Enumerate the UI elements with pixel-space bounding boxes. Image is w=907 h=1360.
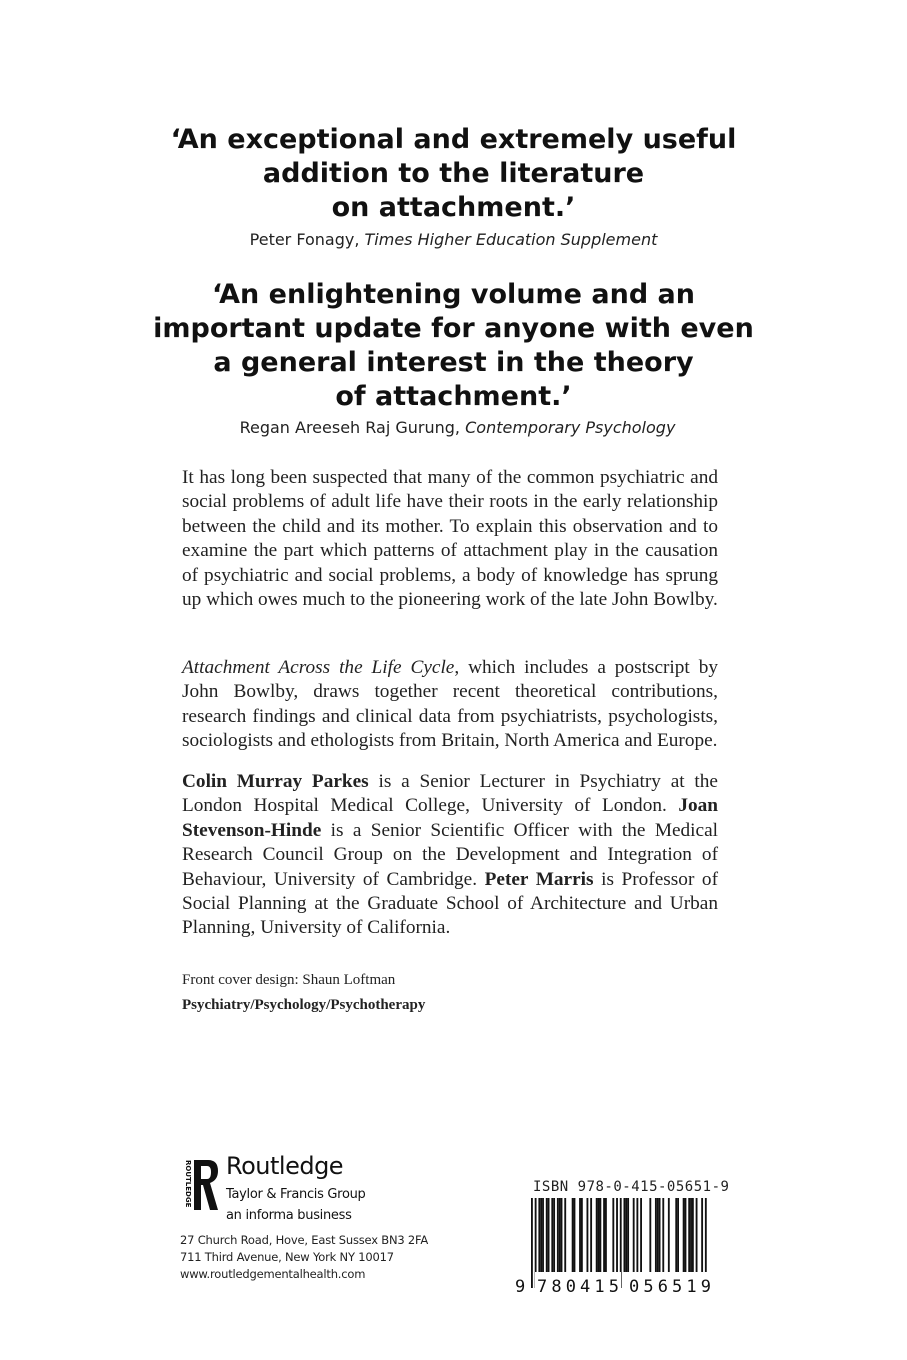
author-1-bio: is a Senior Lecturer in Psychiatry at the London Hospital Medical College, University of London. — [182, 771, 718, 817]
barcode-bar — [579, 1198, 581, 1272]
barcode-bar — [546, 1198, 548, 1272]
quote-2-source: Contemporary Psychology — [465, 418, 676, 437]
barcode-bar — [542, 1198, 544, 1272]
author-2-name: Joan Stevenson-Hinde — [182, 795, 718, 841]
barcode-bar — [675, 1198, 677, 1272]
barcode-bar — [683, 1198, 685, 1272]
quote-1-line-1: ‘An exceptional and extremely useful — [170, 124, 737, 155]
address-uk: 27 Church Road, Hove, East Sussex BN3 2FA — [180, 1233, 429, 1247]
barcode-bar — [685, 1198, 687, 1272]
barcode-bar — [551, 1198, 553, 1272]
author-3-name: Peter Marris — [484, 868, 594, 890]
barcode-bar — [633, 1198, 635, 1272]
quote-1-attribution — [0, 230, 907, 249]
barcode-bar — [627, 1198, 629, 1272]
author-1-name: Colin Murray Parkes — [182, 771, 369, 792]
author-2-bio: is a Senior Scientific Officer with the Medical Research Council Group on the Development and Integration of Behaviour, University of Cambridge. — [182, 819, 718, 890]
quote-2-line-1: ‘An enlightening volume and an — [212, 279, 695, 310]
cover-design-credit: Front cover design: Shaun Loftman — [182, 972, 396, 988]
quote-2-line-4: of attachment.’ — [335, 381, 572, 412]
barcode-bar — [564, 1198, 566, 1272]
routledge-logo-icon — [180, 1158, 222, 1216]
description-paragraph-2-text: , which includes a postscript by John Bowlby, draws together recent theoretical contributions, research findings and clinical data from psychiatrists, psychologists, sociologists and ethologists from Britain, North America and Europe. — [182, 657, 718, 752]
quote-1 — [0, 123, 907, 225]
quote-1-line-3: on attachment.’ — [331, 192, 576, 223]
barcode-bar — [561, 1198, 563, 1272]
barcode-right-digits: 056519 — [629, 1277, 711, 1297]
quote-2-author: Regan Areeseh Raj Gurung, — [239, 418, 461, 437]
barcode-bar — [612, 1198, 614, 1272]
barcode-bar — [603, 1198, 605, 1272]
barcode-bar — [598, 1198, 600, 1272]
barcode-bar — [625, 1198, 627, 1272]
barcode-first-digit: 9 — [515, 1277, 526, 1297]
barcode-bar — [548, 1198, 550, 1272]
barcode-bar — [636, 1198, 638, 1272]
barcode-bar — [659, 1198, 661, 1272]
barcode — [513, 1198, 725, 1298]
quote-2-line-2: important update for anyone with even — [153, 313, 754, 344]
barcode-bar — [574, 1198, 576, 1272]
barcode-bar — [649, 1198, 651, 1272]
publisher-name: Routledge — [226, 1152, 344, 1180]
barcode-bar — [668, 1198, 670, 1272]
barcode-bar — [587, 1198, 589, 1272]
quote-1-source: Times Higher Education Supplement — [364, 230, 658, 249]
publisher-tagline: an informa business — [226, 1208, 352, 1223]
isbn-label: ISBN 978-0-415-05651-9 — [533, 1179, 730, 1195]
barcode-bar — [690, 1198, 692, 1272]
author-3-bio: is Professor of Social Planning at the Graduate School of Architecture and Urban Planning, University of California. — [182, 868, 718, 939]
barcode-bar — [657, 1198, 659, 1272]
barcode-bar — [531, 1198, 533, 1288]
barcode-bar — [662, 1198, 664, 1272]
description-paragraph-2 — [182, 656, 718, 754]
publisher-website: www.routledgementalhealth.com — [180, 1267, 366, 1281]
subject-category: Psychiatry/Psychology/Psychotherapy — [182, 997, 426, 1013]
barcode-bar — [590, 1198, 592, 1272]
book-title: Attachment Across the Life Cycle — [182, 657, 455, 678]
description-paragraph-1: It has long been suspected that many of the common psychiatric and social problems of adult life have their roots in the early relationship between the child and its mother. To explain this observation and to examine the part which patterns of attachment play in the causation of psychiatric and social problems, a body of knowledge has sprung up which owes much to the pioneering work of the late John Bowlby. — [182, 467, 718, 611]
quote-2 — [0, 278, 907, 414]
quote-2-attribution — [0, 418, 907, 437]
address-us: 711 Third Avenue, New York NY 10017 — [180, 1250, 394, 1264]
barcode-bar — [599, 1198, 601, 1272]
barcode-bar — [540, 1198, 542, 1272]
barcode-bar — [655, 1198, 657, 1272]
barcode-bar — [538, 1198, 540, 1272]
barcode-bar — [696, 1198, 698, 1272]
author-bios — [182, 770, 718, 941]
barcode-bar — [581, 1198, 583, 1272]
barcode-bar — [559, 1198, 561, 1272]
barcode-bar — [596, 1198, 598, 1272]
quote-1-line-2: addition to the literature — [262, 158, 645, 189]
barcode-bar — [624, 1198, 626, 1272]
barcode-bar — [692, 1198, 694, 1272]
barcode-bar — [605, 1198, 607, 1272]
barcode-bar — [688, 1198, 690, 1272]
barcode-bar — [677, 1198, 679, 1272]
routledge-logo-vertical-text: ROUTLEDGE — [184, 1160, 192, 1208]
quote-2-line-3: a general interest in the theory — [213, 347, 694, 378]
barcode-left-digits: 780415 — [537, 1277, 619, 1297]
quote-1-author: Peter Fonagy, — [249, 230, 360, 249]
barcode-bar — [572, 1198, 574, 1272]
barcode-bar — [640, 1198, 642, 1272]
barcode-bar — [557, 1198, 559, 1272]
barcode-bar — [553, 1198, 555, 1272]
publisher-group: Taylor & Francis Group — [226, 1187, 366, 1202]
publisher-logo — [180, 1152, 420, 1222]
